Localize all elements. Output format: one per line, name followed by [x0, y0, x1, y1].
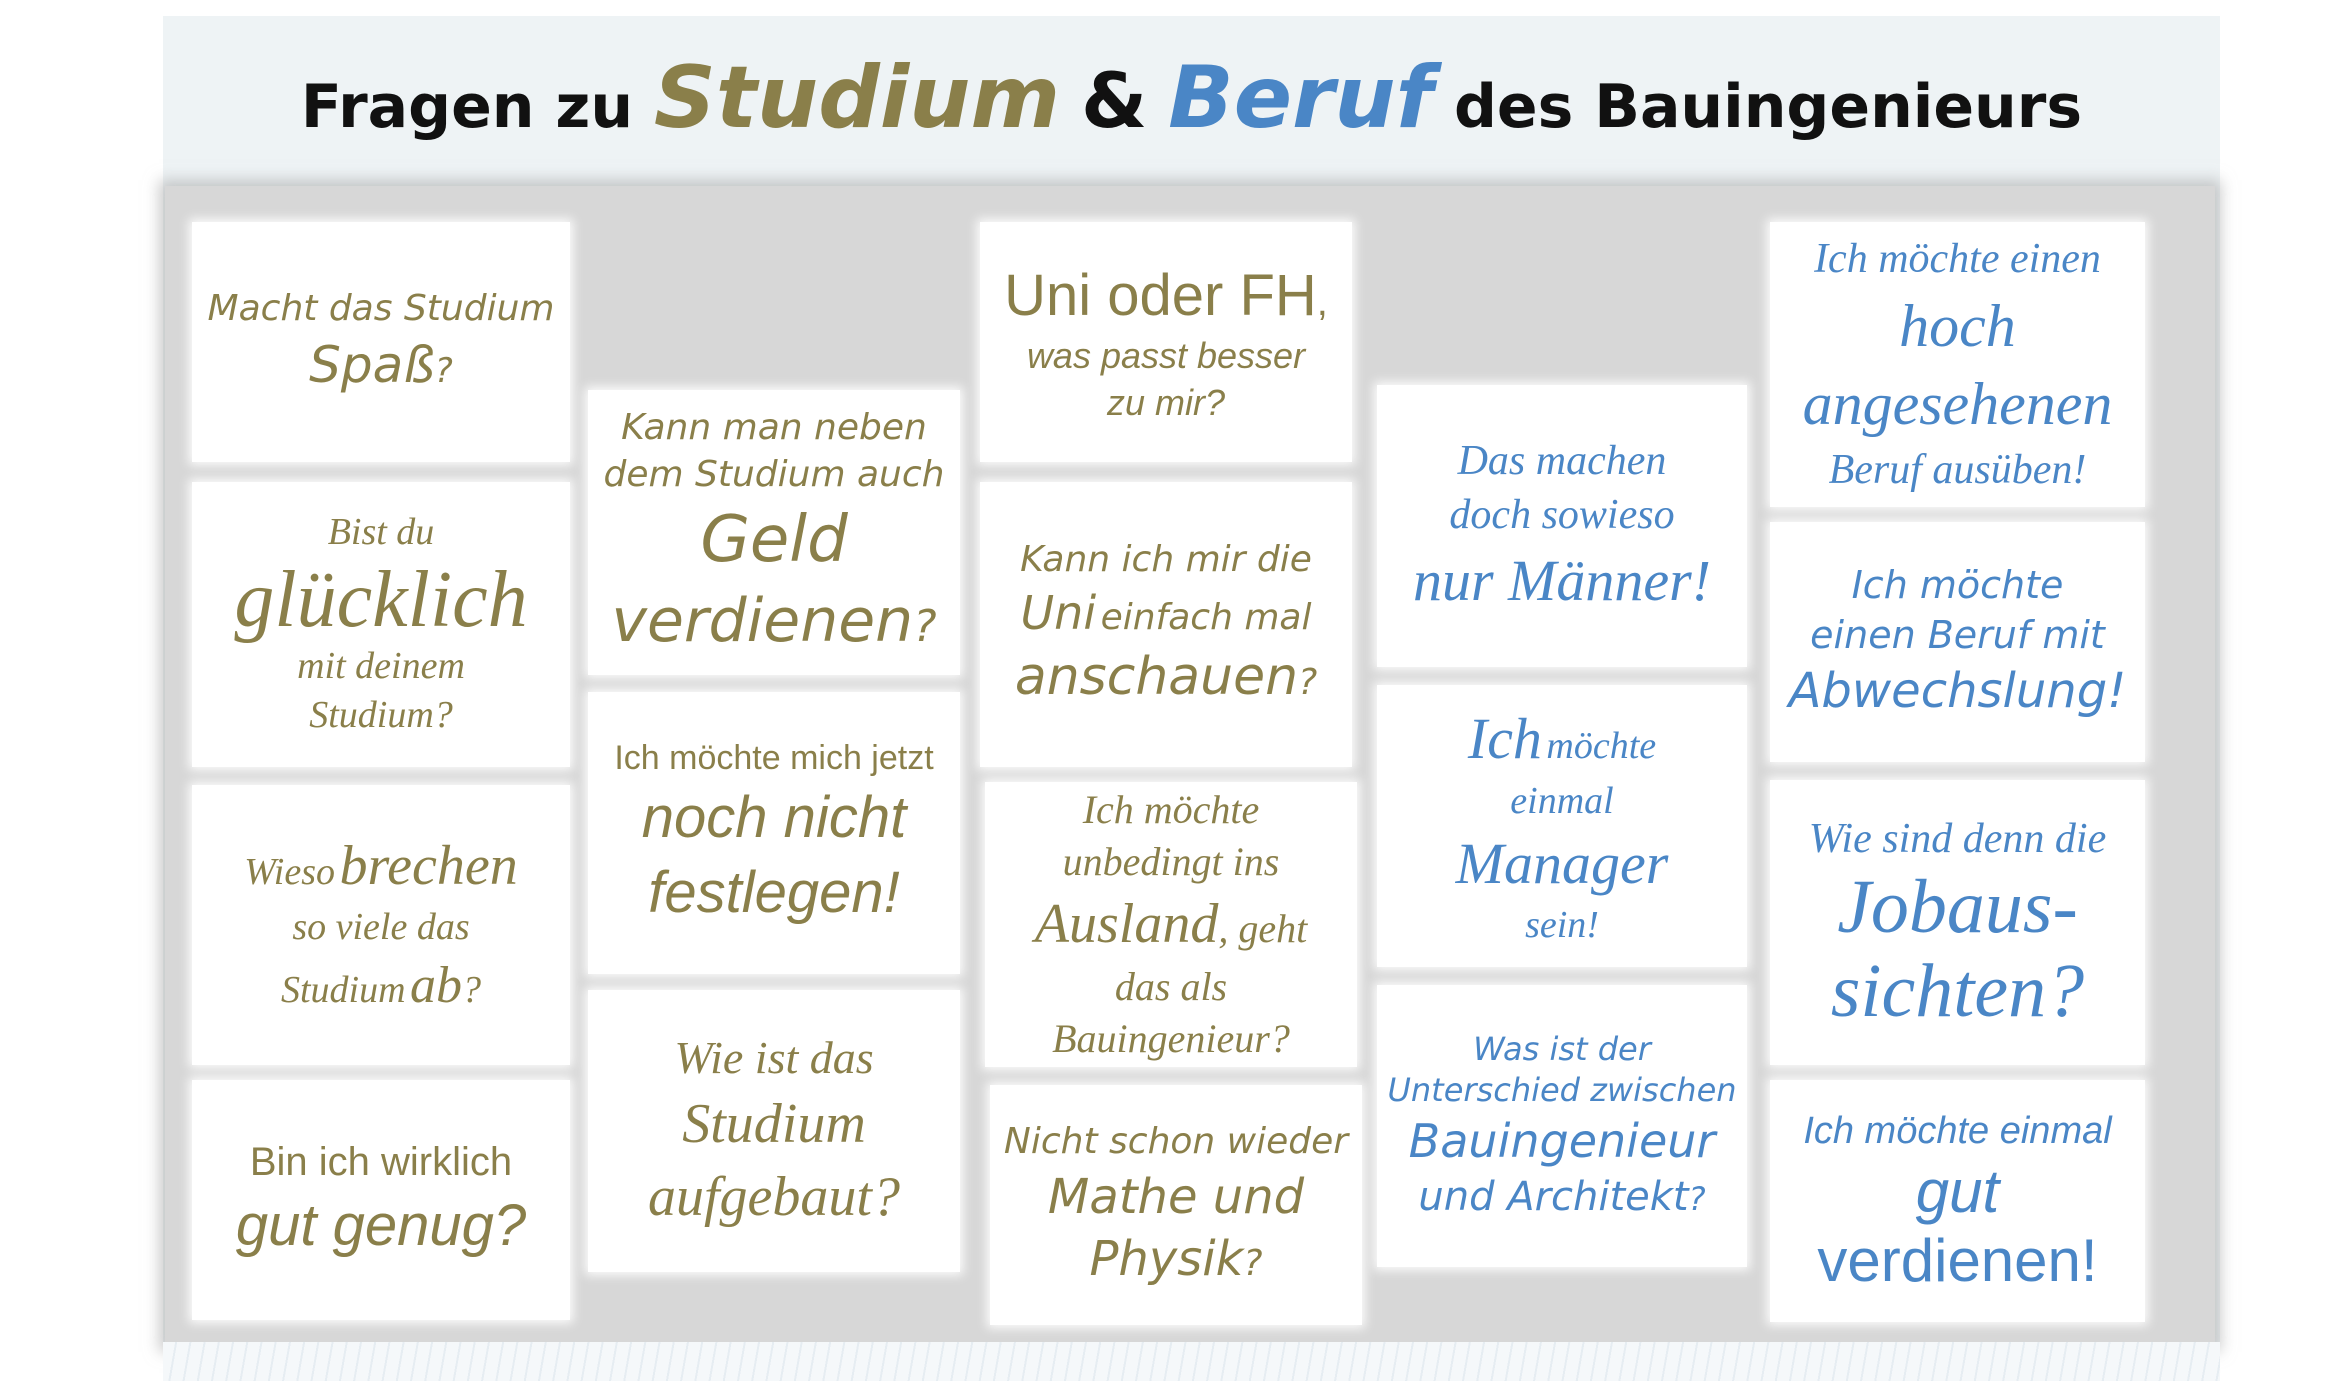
card-text: ? [1688, 1180, 1706, 1219]
card-text: Was ist der [1473, 1029, 1651, 1068]
card-text: Wieso [244, 851, 336, 894]
card-text: Uni oder FH [1004, 262, 1317, 328]
card-line [1015, 644, 1317, 712]
card-text: mit deinem [297, 644, 465, 687]
card-text: Ich möchte einen [1814, 235, 2101, 282]
card-text: Wie ist das [674, 1032, 874, 1084]
card-text: Studium? [309, 694, 453, 737]
card-text: einfach mal [1100, 597, 1312, 639]
question-card-geld [588, 390, 960, 675]
question-card-abwechslung [1770, 522, 2145, 762]
card-text: Das machen [1457, 437, 1667, 484]
card-text: angesehenen [1802, 370, 2113, 437]
question-card-manager [1377, 685, 1747, 967]
card-text: Bauingenieur? [1052, 1015, 1290, 1061]
card-text: gut [1915, 1157, 2000, 1225]
card-text: anschauen [1014, 647, 1299, 707]
card-text: ? [913, 600, 937, 652]
card-text: Uni [1020, 586, 1097, 641]
card-text: Abwechslung! [1788, 663, 2127, 720]
question-card-spass [192, 222, 570, 462]
card-text: ? [1298, 662, 1318, 703]
card-line [1418, 1171, 1705, 1223]
card-text: verdienen! [1817, 1226, 2098, 1294]
card-line [1021, 584, 1312, 644]
card-text: sein! [1525, 904, 1599, 947]
card-text: unbedingt ins [1062, 839, 1280, 885]
card-text: , [1316, 279, 1328, 324]
question-card-aufgebaut [588, 990, 960, 1272]
card-text: Spaß [309, 335, 435, 394]
card-text: einmal [1510, 779, 1614, 822]
card-text: Studium [682, 1093, 866, 1156]
question-card-uni-fh [980, 222, 1352, 462]
card-text: ? [1243, 1243, 1263, 1285]
card-text: möchte [1546, 725, 1657, 768]
question-card-architekt [1377, 985, 1747, 1267]
card-text: und Architekt [1418, 1174, 1689, 1221]
card-line [1468, 701, 1656, 776]
card-text: Ich möchte einmal [1803, 1110, 2112, 1153]
card-text: Ich möchte [1082, 787, 1260, 833]
card-text: brechen [339, 835, 518, 898]
card-text: Mathe und [1047, 1169, 1305, 1225]
card-text: Kann man neben [621, 407, 927, 449]
card-text: Ausland [1034, 893, 1219, 956]
card-text: , geht [1218, 906, 1308, 952]
card-text: noch nicht [641, 784, 907, 850]
question-card-angesehen [1770, 222, 2145, 507]
card-line [611, 582, 936, 660]
card-text: Nicht schon wieder [1003, 1121, 1349, 1163]
card-text: Bauingenieur [1408, 1113, 1716, 1168]
card-text: ? [462, 969, 481, 1012]
question-card-mathe [990, 1085, 1362, 1325]
title-studium: Studium [653, 48, 1061, 148]
card-line [1004, 258, 1328, 333]
card-text: Geld [700, 502, 848, 577]
card-text: verdienen [611, 585, 914, 656]
card-text: Ich möchte [1851, 563, 2064, 608]
card-text: Beruf ausüben! [1828, 446, 2087, 493]
card-text: so viele das [292, 905, 470, 948]
card-text: Wie sind denn die [1808, 815, 2107, 862]
title-beruf: Beruf [1168, 48, 1434, 148]
card-text: gut genug? [235, 1193, 527, 1259]
card-text: Manager [1455, 831, 1669, 896]
card-text: aufgebaut? [648, 1165, 900, 1228]
card-text: Ich möchte mich jetzt [614, 738, 934, 777]
title-prefix: Fragen zu [300, 72, 634, 142]
card-line [1089, 1228, 1262, 1290]
card-text: sichten? [1830, 948, 2085, 1033]
card-text: Kann ich mir die [1020, 539, 1312, 581]
card-line [309, 333, 453, 398]
card-text: hoch [1899, 292, 2016, 359]
card-text: Jobaus- [1837, 865, 2078, 950]
card-text: Bist du [327, 511, 435, 554]
card-text: glücklich [234, 555, 528, 644]
question-card-jobaussichten [1770, 780, 2145, 1065]
card-text: Physik [1089, 1231, 1244, 1288]
card-text: dem Studium auch [603, 453, 945, 495]
question-card-gut-genug [192, 1080, 570, 1320]
card-line [244, 830, 518, 903]
card-text: doch sowieso [1449, 492, 1675, 539]
card-line [1035, 888, 1307, 961]
card-text: zu mir? [1106, 381, 1226, 423]
card-text: Macht das Studium [207, 288, 555, 330]
card-text: ab [410, 957, 462, 1015]
card-line [281, 952, 481, 1020]
card-text: Bin ich wirklich [249, 1140, 513, 1185]
question-card-brechen [192, 785, 570, 1065]
page-title [163, 48, 2220, 148]
card-text: Ich [1467, 706, 1542, 772]
card-text: Studium [280, 969, 406, 1012]
title-suffix: des Bauingenieurs [1453, 72, 2083, 142]
decorative-stripe [163, 1342, 2220, 1381]
card-text: Unterschied zwischen [1387, 1071, 1737, 1110]
question-card-gluecklich [192, 482, 570, 767]
card-text: nur Männer! [1412, 547, 1711, 613]
question-card-maenner [1377, 385, 1747, 667]
card-text: einen Beruf mit [1810, 612, 2105, 657]
card-text: das als [1114, 963, 1228, 1009]
title-ampersand: & [1080, 56, 1148, 145]
question-card-festlegen [588, 692, 960, 974]
card-text: was passt besser [1026, 334, 1306, 376]
card-text: ? [434, 350, 453, 391]
question-card-ausland [985, 782, 1357, 1067]
card-text: festlegen! [648, 860, 900, 926]
question-card-anschauen [980, 482, 1352, 767]
question-card-verdienen [1770, 1080, 2145, 1322]
